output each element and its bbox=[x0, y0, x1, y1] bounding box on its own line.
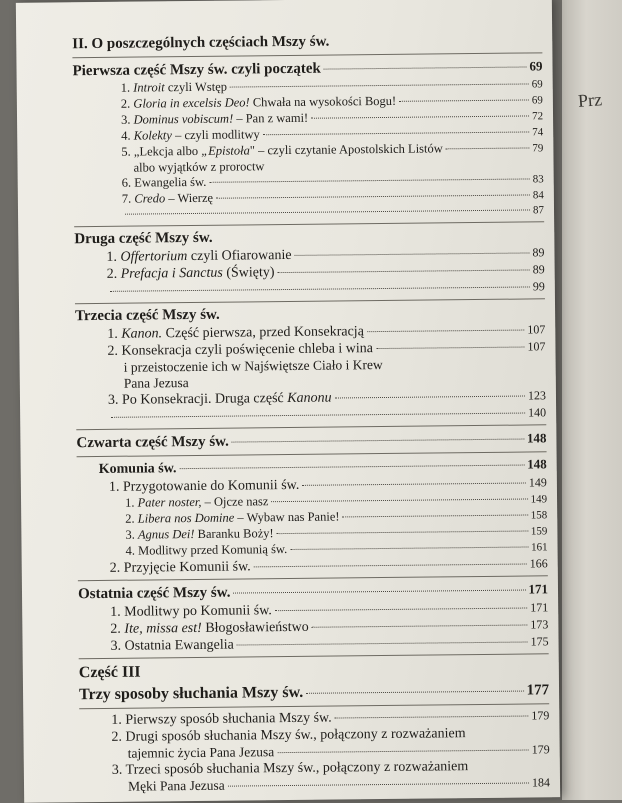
toc-entry: 2. Libera nos Domine – Wybaw nas Panie! 158 bbox=[125, 509, 548, 526]
subsection-heading: Komunia św. 148 bbox=[98, 456, 547, 477]
toc-entry-continuation: i przeistoczenie ich w Najświętsze Ciało i Krew bbox=[123, 357, 383, 375]
facing-page bbox=[562, 0, 622, 800]
section-heading: Ostatnia część Mszy św. 171 bbox=[77, 581, 549, 603]
toc-entry: 1. Przygotowanie do Komunii św. 149 bbox=[108, 475, 547, 495]
toc-entry: 1. Offertorium czyli Ofiarowanie 89 bbox=[106, 245, 545, 265]
toc-entry: 87 bbox=[74, 203, 544, 223]
toc-entry: 1. Modlitwy po Komunii św. 171 bbox=[110, 600, 549, 620]
toc-entry: 3. Trzeci sposób słuchania Mszy św., połączony z rozważaniem bbox=[111, 759, 469, 778]
toc-entry: 3. Dominus vobiscum! – Pan z wami! 72 bbox=[120, 110, 544, 127]
toc-entry-continuation: Pana Jezusa bbox=[123, 375, 189, 391]
toc-entry-continuation: Męki Pana Jezusa 184 bbox=[127, 775, 551, 794]
toc-entry: 2. Drugi sposób słuchania Mszy św., połączony z rozważaniem bbox=[111, 726, 466, 745]
toc-entry: 3. Po Konsekracji. Druga część Kanonu 123 bbox=[107, 388, 547, 408]
section-heading: Czwarta część Mszy św. 148 bbox=[76, 430, 547, 452]
book-page bbox=[16, 0, 560, 803]
toc-entry: 2. Ite, missa est! Błogosławieństwo 173 bbox=[110, 617, 549, 637]
part-two-heading: II. O poszczególnych częściach Mszy św. bbox=[72, 33, 330, 53]
part-three-label: Część III bbox=[78, 663, 141, 682]
toc-entry: 6. Ewangelia św. 83 bbox=[121, 173, 544, 190]
toc-entry-continuation: albo wyjątków z proroctw bbox=[133, 159, 265, 175]
toc-entry: 3. Agnus Dei! Baranku Boży! 159 bbox=[125, 525, 548, 542]
toc-entry: 99 bbox=[75, 278, 545, 300]
toc-entry: 2. Gloria in excelsis Deo! Chwała na wysokości Bogu! 69 bbox=[120, 93, 543, 111]
toc-entry: 1. Pierwszy sposób słuchania Mszy św. 179 bbox=[111, 708, 550, 728]
part-three-title: Trzy sposoby słuchania Mszy św. 177 bbox=[78, 682, 550, 704]
section-heading: Pierwsza część Mszy św. czyli początek 69 bbox=[72, 58, 543, 80]
toc-entry: 1. Pater noster, – Ojcze nasz 149 bbox=[124, 493, 548, 510]
facing-page-header: Prz bbox=[577, 89, 603, 111]
toc-entry: 4. Kolekty – czyli modlitwy 74 bbox=[121, 126, 544, 143]
toc-entry: 1. Kanon. Część pierwsza, przed Konsekracją 107 bbox=[107, 322, 546, 342]
table-of-contents bbox=[72, 27, 550, 795]
toc-entry-continuation: tajemnic życia Pana Jezusa 179 bbox=[127, 742, 550, 761]
toc-entry: 3. Ostatnia Ewangelia 175 bbox=[110, 634, 549, 654]
toc-entry: 140 bbox=[76, 404, 546, 426]
section-heading: Trzecia część Mszy św. bbox=[75, 306, 220, 325]
toc-entry: 2. Przyjęcie Komunii św. 166 bbox=[109, 556, 548, 576]
toc-entry: 2. Prefacja i Sanctus (Święty) 89 bbox=[106, 262, 545, 282]
toc-entry: 4. Modlitwy przed Komunią św. 161 bbox=[125, 541, 548, 558]
toc-entry: 1. Introit czyli Wstęp 69 bbox=[120, 78, 543, 95]
toc-entry: 7. Credo – Wierzę 84 bbox=[121, 189, 544, 206]
section-heading: Druga część Mszy św. bbox=[74, 229, 213, 248]
toc-entry: 5. „Lekcja albo „Epistoła" – czyli czytanie Apostolskich Listów 79 bbox=[121, 141, 544, 159]
toc-entry: 2. Konsekracja czyli poświęcenie chleba i wina 107 bbox=[107, 339, 546, 359]
